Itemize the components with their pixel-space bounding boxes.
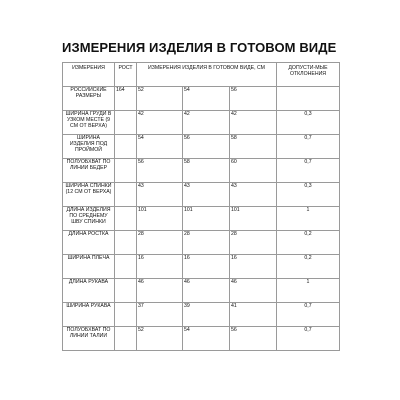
row-value-2: 54 xyxy=(183,327,230,351)
row-value-3: 16 xyxy=(230,255,277,279)
table-header-row xyxy=(63,63,340,87)
row-value-1: 52 xyxy=(137,87,183,111)
row-value-3: 58 xyxy=(230,135,277,159)
table-row xyxy=(63,183,340,207)
row-value-2: 101 xyxy=(183,207,230,231)
header-measurement: ИЗМЕРЕНИЯ xyxy=(63,63,115,87)
row-value-2: 58 xyxy=(183,159,230,183)
row-value-3: 46 xyxy=(230,279,277,303)
table-row xyxy=(63,111,340,135)
row-value-1: 56 xyxy=(137,159,183,183)
row-name: ДЛИНА РУКАВА xyxy=(63,279,115,303)
row-value-1: 52 xyxy=(137,327,183,351)
row-growth xyxy=(115,183,137,207)
row-name: ПОЛУОБХВАТ ПО ЛИНИИ БЕДЕР xyxy=(63,159,115,183)
row-name: ДЛИНА ИЗДЕЛИЯ ПО СРЕДНЕМУ ШВУ СПИНКИ xyxy=(63,207,115,231)
row-growth xyxy=(115,135,137,159)
row-value-3: 43 xyxy=(230,183,277,207)
table-row xyxy=(63,327,340,351)
row-name: ШИРИНА СПИНКИ (12 СМ ОТ ВЕРХА) xyxy=(63,183,115,207)
table-row xyxy=(63,303,340,327)
table-row xyxy=(63,207,340,231)
row-value-3: 101 xyxy=(230,207,277,231)
row-tolerance: 0,2 xyxy=(277,231,340,255)
row-growth xyxy=(115,159,137,183)
row-tolerance: 0,7 xyxy=(277,135,340,159)
row-name: ДЛИНА РОСТКА xyxy=(63,231,115,255)
row-name: ШИРИНА ПЛЕЧА xyxy=(63,255,115,279)
row-value-2: 16 xyxy=(183,255,230,279)
row-tolerance: 0,7 xyxy=(277,303,340,327)
row-value-2: 42 xyxy=(183,111,230,135)
row-value-2: 43 xyxy=(183,183,230,207)
page-title: ИЗМЕРЕНИЯ ИЗДЕЛИЯ В ГОТОВОМ ВИДЕ xyxy=(62,40,337,55)
table-row xyxy=(63,279,340,303)
header-finished-measurements: ИЗМЕРЕНИЯ ИЗДЕЛИЯ В ГОТОВОМ ВИДЕ, СМ xyxy=(137,63,277,87)
row-value-2: 28 xyxy=(183,231,230,255)
row-value-1: 43 xyxy=(137,183,183,207)
row-name: ШИРИНА ГРУДИ В УЗКОМ МЕСТЕ (9 СМ ОТ ВЕРХА) xyxy=(63,111,115,135)
row-value-1: 16 xyxy=(137,255,183,279)
table-row xyxy=(63,255,340,279)
row-growth xyxy=(115,303,137,327)
row-growth xyxy=(115,255,137,279)
row-tolerance xyxy=(277,87,340,111)
row-name: РОССИЙСКИЕ РАЗМЕРЫ xyxy=(63,87,115,111)
row-value-3: 41 xyxy=(230,303,277,327)
row-growth xyxy=(115,111,137,135)
row-value-1: 54 xyxy=(137,135,183,159)
row-value-1: 46 xyxy=(137,279,183,303)
row-name: ПОЛУОБХВАТ ПО ЛИНИИ ТАЛИИ xyxy=(63,327,115,351)
row-growth: 164 xyxy=(115,87,137,111)
measurements-table xyxy=(62,62,340,351)
table-row xyxy=(63,87,340,111)
row-value-3: 56 xyxy=(230,87,277,111)
row-growth xyxy=(115,327,137,351)
row-tolerance: 0,2 xyxy=(277,255,340,279)
row-value-1: 37 xyxy=(137,303,183,327)
row-tolerance: 1 xyxy=(277,207,340,231)
row-value-3: 56 xyxy=(230,327,277,351)
row-tolerance: 0,7 xyxy=(277,159,340,183)
row-value-3: 42 xyxy=(230,111,277,135)
row-value-2: 54 xyxy=(183,87,230,111)
row-value-3: 60 xyxy=(230,159,277,183)
row-tolerance: 0,7 xyxy=(277,327,340,351)
row-value-1: 42 xyxy=(137,111,183,135)
row-value-1: 28 xyxy=(137,231,183,255)
measurements-table-body xyxy=(63,63,340,351)
row-value-1: 101 xyxy=(137,207,183,231)
row-name: ШИРИНА РУКАВА xyxy=(63,303,115,327)
row-value-2: 39 xyxy=(183,303,230,327)
row-growth xyxy=(115,231,137,255)
table-row xyxy=(63,159,340,183)
row-growth xyxy=(115,279,137,303)
header-growth: РОСТ xyxy=(115,63,137,87)
row-tolerance: 1 xyxy=(277,279,340,303)
row-tolerance: 0,3 xyxy=(277,111,340,135)
table-row xyxy=(63,231,340,255)
row-value-3: 28 xyxy=(230,231,277,255)
row-growth xyxy=(115,207,137,231)
row-value-2: 56 xyxy=(183,135,230,159)
row-name: ШИРИНА ИЗДЕЛИЯ ПОД ПРОЙМОЙ xyxy=(63,135,115,159)
row-tolerance: 0,3 xyxy=(277,183,340,207)
header-tolerance: ДОПУСТИ-МЫЕ ОТКЛОНЕНИЯ xyxy=(277,63,340,87)
table-row xyxy=(63,135,340,159)
row-value-2: 46 xyxy=(183,279,230,303)
